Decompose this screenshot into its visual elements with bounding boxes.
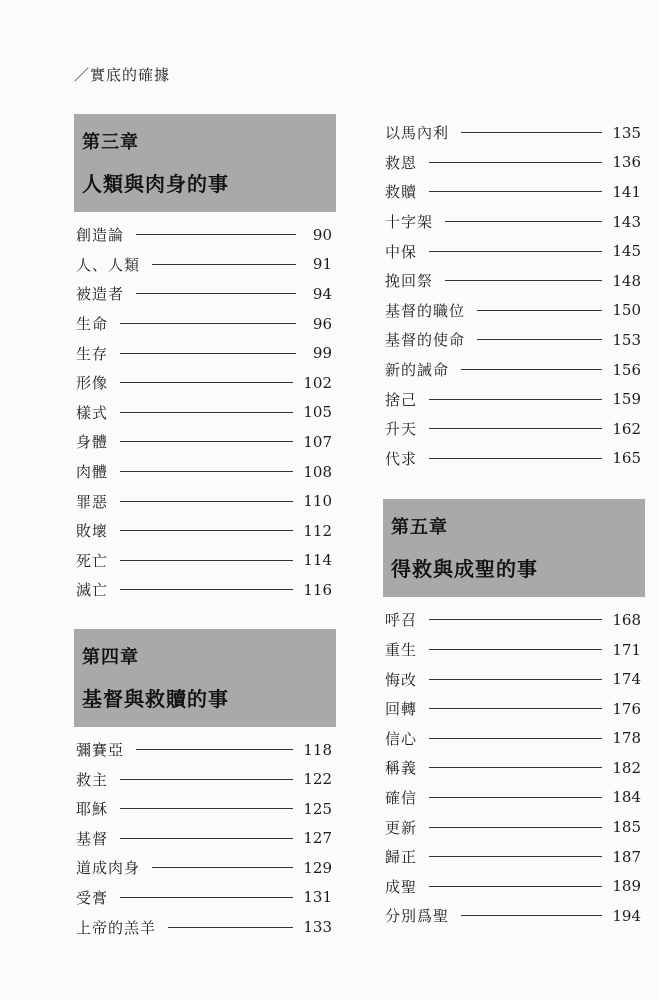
entry-term: 呼召 (385, 611, 418, 630)
toc-entry (383, 236, 645, 266)
entry-term: 基督的職位 (385, 301, 466, 320)
leader-line (120, 530, 293, 531)
entry-page-number: 159 (612, 390, 641, 409)
entry-term: 重生 (385, 641, 418, 660)
chapter-4-title: 基督與救贖的事 (82, 686, 229, 711)
entry-page-number: 143 (612, 212, 641, 231)
leader-line (152, 264, 296, 265)
entry-term: 捨己 (385, 390, 418, 409)
entry-term: 升天 (385, 420, 418, 439)
entry-term: 罪惡 (76, 492, 109, 511)
chapter-3-title: 人類與肉身的事 (82, 172, 229, 196)
entry-term: 分別爲聖 (385, 907, 450, 926)
chapter-4-continued-entries (383, 118, 645, 473)
leader-line (429, 886, 602, 887)
entry-page-number: 174 (612, 670, 641, 689)
toc-entry (383, 296, 645, 326)
entry-term: 代求 (385, 449, 418, 468)
chapter-5-header (383, 499, 645, 597)
leader-line (120, 779, 293, 780)
entry-term: 生存 (76, 344, 109, 363)
chapter-4-entries (74, 735, 336, 942)
chapter-3-number: 第三章 (82, 132, 139, 153)
entry-page-number: 127 (303, 829, 332, 848)
toc-entry (74, 575, 336, 605)
entry-page-number: 145 (612, 242, 641, 261)
toc-entry (74, 912, 336, 942)
entry-term: 新的誡命 (385, 361, 450, 380)
toc-entry (74, 279, 336, 309)
leader-line (120, 382, 293, 383)
leader-line (477, 339, 602, 340)
chapter-5-entries (383, 605, 645, 931)
entry-page-number: 105 (303, 403, 332, 422)
entry-page-number: 122 (303, 770, 332, 789)
toc-entry (74, 486, 336, 516)
toc-entry (383, 783, 645, 813)
leader-line (120, 323, 296, 324)
chapter-4-header (74, 629, 336, 727)
leader-line (429, 856, 602, 857)
toc-entry (383, 266, 645, 296)
chapter-5-number: 第五章 (391, 517, 448, 539)
chapter-3-entries (74, 220, 336, 605)
toc-entry (383, 384, 645, 414)
entry-term: 歸正 (385, 848, 418, 867)
toc-entry (383, 148, 645, 178)
leader-line (429, 827, 602, 828)
leader-line (429, 767, 602, 768)
entry-term: 以馬內利 (385, 124, 450, 143)
entry-term: 樣式 (76, 403, 109, 422)
entry-page-number: 194 (612, 906, 641, 925)
entry-page-number: 171 (612, 640, 641, 659)
entry-page-number: 182 (612, 758, 641, 777)
toc-entry (383, 812, 645, 842)
running-header: ／實底的確據 (74, 66, 171, 84)
leader-line (461, 915, 602, 916)
entry-page-number: 131 (303, 888, 332, 907)
leader-line (120, 589, 293, 590)
leader-line (429, 797, 602, 798)
toc-entry (383, 694, 645, 724)
leader-line (120, 897, 293, 898)
entry-page-number: 148 (612, 271, 641, 290)
leader-line (429, 708, 602, 709)
chapter-4-number: 第四章 (82, 646, 139, 668)
leader-line (445, 280, 602, 281)
entry-page-number: 99 (312, 344, 332, 363)
leader-line (168, 927, 293, 928)
entry-term: 耶穌 (76, 800, 109, 819)
leader-line (152, 867, 293, 868)
entry-page-number: 135 (612, 123, 641, 142)
leader-line (429, 162, 602, 163)
entry-page-number: 96 (312, 314, 332, 333)
entry-term: 彌賽亞 (76, 741, 125, 760)
leader-line (120, 838, 293, 839)
entry-page-number: 94 (312, 284, 332, 303)
entry-page-number: 184 (612, 788, 641, 807)
toc-entry (383, 901, 645, 931)
leader-line (120, 471, 293, 472)
entry-term: 人、人類 (76, 255, 141, 274)
entry-term: 敗壞 (76, 522, 109, 541)
entry-page-number: 91 (312, 255, 332, 274)
entry-page-number: 136 (612, 153, 641, 172)
entry-term: 基督的使命 (385, 331, 466, 350)
entry-page-number: 110 (303, 492, 332, 511)
leader-line (136, 293, 296, 294)
leader-line (136, 234, 296, 235)
entry-page-number: 156 (612, 360, 641, 379)
leader-line (120, 412, 293, 413)
entry-term: 救恩 (385, 153, 418, 172)
toc-entry (74, 338, 336, 368)
entry-page-number: 108 (303, 462, 332, 481)
entry-term: 成聖 (385, 877, 418, 896)
entry-page-number: 187 (612, 847, 641, 866)
leader-line (429, 738, 602, 739)
leader-line (429, 649, 602, 650)
leader-line (429, 399, 602, 400)
toc-entry (74, 516, 336, 546)
toc-entry (74, 883, 336, 913)
entry-page-number: 118 (303, 740, 332, 759)
toc-entry (383, 118, 645, 148)
entry-term: 滅亡 (76, 581, 109, 600)
entry-page-number: 102 (303, 373, 332, 392)
toc-entry (74, 250, 336, 280)
entry-term: 救主 (76, 770, 109, 789)
entry-term: 挽回祭 (385, 272, 434, 291)
entry-page-number: 153 (612, 330, 641, 349)
right-column (383, 118, 645, 931)
leader-line (120, 441, 293, 442)
entry-term: 創造論 (76, 226, 125, 245)
toc-entry (383, 207, 645, 237)
entry-term: 更新 (385, 818, 418, 837)
entry-page-number: 107 (303, 432, 332, 451)
entry-page-number: 141 (612, 182, 641, 201)
entry-term: 救贖 (385, 183, 418, 202)
toc-entry (74, 546, 336, 576)
entry-page-number: 129 (303, 858, 332, 877)
entry-term: 中保 (385, 242, 418, 261)
leader-line (429, 619, 602, 620)
toc-entry (383, 664, 645, 694)
entry-page-number: 176 (612, 699, 641, 718)
toc-entry (74, 427, 336, 457)
leader-line (120, 501, 293, 502)
leader-line (461, 369, 602, 370)
entry-term: 悔改 (385, 670, 418, 689)
toc-entry (74, 853, 336, 883)
entry-page-number: 185 (612, 818, 641, 837)
leader-line (136, 749, 293, 750)
toc-entry (74, 764, 336, 794)
toc-entry (74, 457, 336, 487)
toc-entry (383, 444, 645, 474)
entry-page-number: 162 (612, 419, 641, 438)
entry-term: 死亡 (76, 551, 109, 570)
entry-term: 十字架 (385, 213, 434, 232)
toc-entry (74, 824, 336, 854)
leader-line (461, 132, 602, 133)
toc-entry (383, 842, 645, 872)
entry-term: 道成肉身 (76, 859, 141, 878)
entry-term: 肉體 (76, 463, 109, 482)
entry-term: 稱義 (385, 759, 418, 778)
toc-entry (383, 325, 645, 355)
toc-entry (74, 309, 336, 339)
leader-line (429, 191, 602, 192)
toc-entry (74, 794, 336, 824)
leader-line (429, 679, 602, 680)
left-column (74, 114, 336, 942)
leader-line (429, 458, 602, 459)
entry-term: 生命 (76, 315, 109, 334)
leader-line (120, 560, 293, 561)
leader-line (120, 808, 293, 809)
chapter-5-title: 得救與成聖的事 (391, 557, 538, 582)
entry-term: 上帝的羔羊 (76, 918, 157, 937)
toc-entry (383, 177, 645, 207)
entry-term: 受膏 (76, 888, 109, 907)
leader-line (429, 428, 602, 429)
toc-entry (74, 368, 336, 398)
toc-entry (383, 724, 645, 754)
leader-line (120, 353, 296, 354)
toc-entry (383, 355, 645, 385)
leader-line (429, 251, 602, 252)
toc-entry (383, 635, 645, 665)
entry-term: 信心 (385, 729, 418, 748)
entry-page-number: 133 (303, 918, 332, 937)
chapter-3-header (74, 114, 336, 212)
leader-line (445, 221, 602, 222)
toc-entry (383, 414, 645, 444)
entry-page-number: 178 (612, 729, 641, 748)
entry-term: 確信 (385, 788, 418, 807)
entry-page-number: 116 (303, 580, 332, 599)
entry-page-number: 168 (612, 610, 641, 629)
entry-page-number: 189 (612, 877, 641, 896)
entry-page-number: 125 (303, 799, 332, 818)
entry-page-number: 165 (612, 449, 641, 468)
toc-entry (74, 735, 336, 765)
entry-term: 身體 (76, 433, 109, 452)
toc-entry (74, 220, 336, 250)
toc-entry (383, 753, 645, 783)
entry-page-number: 150 (612, 301, 641, 320)
toc-entry (383, 605, 645, 635)
entry-page-number: 114 (303, 551, 332, 570)
leader-line (477, 310, 602, 311)
entry-page-number: 112 (303, 521, 332, 540)
entry-page-number: 90 (312, 225, 332, 244)
entry-term: 回轉 (385, 700, 418, 719)
toc-entry (383, 871, 645, 901)
entry-term: 形像 (76, 374, 109, 393)
toc-entry (74, 398, 336, 428)
entry-term: 被造者 (76, 285, 125, 304)
entry-term: 基督 (76, 829, 109, 848)
